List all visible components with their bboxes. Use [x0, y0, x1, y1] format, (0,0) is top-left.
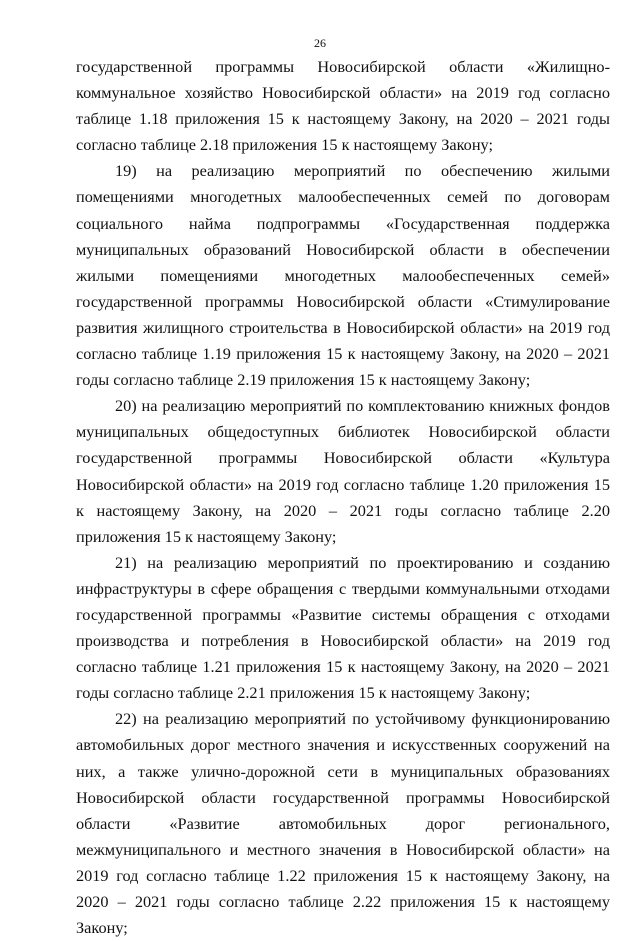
paragraph-item-22: 22) на реализацию мероприятий по устойчивому функционированию автомобильных дорог местного значения и искусственных сооружений на них, а также улично-дорожной сети в муниципальных образованиях Новосибирской области государственной программы Новосибирской области «Развитие автомобильных дорог регионального, межмуниципального и местного значения в Новосибирской области» на 2019 год согласно таблице 1.22 приложения 15 к настоящему Закону, на 2020 – 2021 годы согласно таблице 2.22 приложения 15 к настоящему Закону; [76, 709, 610, 938]
paragraph-item-21: 21) на реализацию мероприятий по проектированию и созданию инфраструктуры в сфере обращения с твердыми коммунальными отходами государственной программы «Развитие системы обращения с отходами производства и потребления в Новосибирской области» на 2019 год согласно таблице 1.21 приложения 15 к настоящему Закону, на 2020 – 2021 годы согласно таблице 2.21 приложения 15 к настоящему Закону; [76, 552, 610, 703]
paragraph-continuation: государственной программы Новосибирской области «Жилищно-коммунальное хозяйство Новосибирской области» на 2019 год согласно таблице 1.18 приложения 15 к настоящему Закону, на 2020 – 2021 годы согласно таблице 2.18 приложения 15 к настоящему Закону; [76, 57, 610, 155]
paragraph-item-19: 19) на реализацию мероприятий по обеспечению жилыми помещениями многодетных малообеспеченных семей по договорам социального найма подпрограммы «Государственная поддержка муниципальных образований Новосибирской области в обеспечении жилыми помещениями многодетных малообеспеченных семей» государственной программы Новосибирской области «Стимулирование развития жилищного строительства в Новосибирской области» на 2019 год согласно таблице 1.19 приложения 15 к настоящему Закону, на 2020 – 2021 годы согласно таблице 2.19 приложения 15 к настоящему Закону; [76, 161, 610, 390]
document-body [76, 54, 610, 941]
paragraph-item-20: 20) на реализацию мероприятий по комплектованию книжных фондов муниципальных общедоступных библиотек Новосибирской области государственной программы Новосибирской области «Культура Новосибирской области» на 2019 год согласно таблице 1.20 приложения 15 к настоящему Закону, на 2020 – 2021 годы согласно таблице 2.20 приложения 15 к настоящему Закону; [76, 396, 610, 546]
page-number: 26 [314, 36, 326, 50]
